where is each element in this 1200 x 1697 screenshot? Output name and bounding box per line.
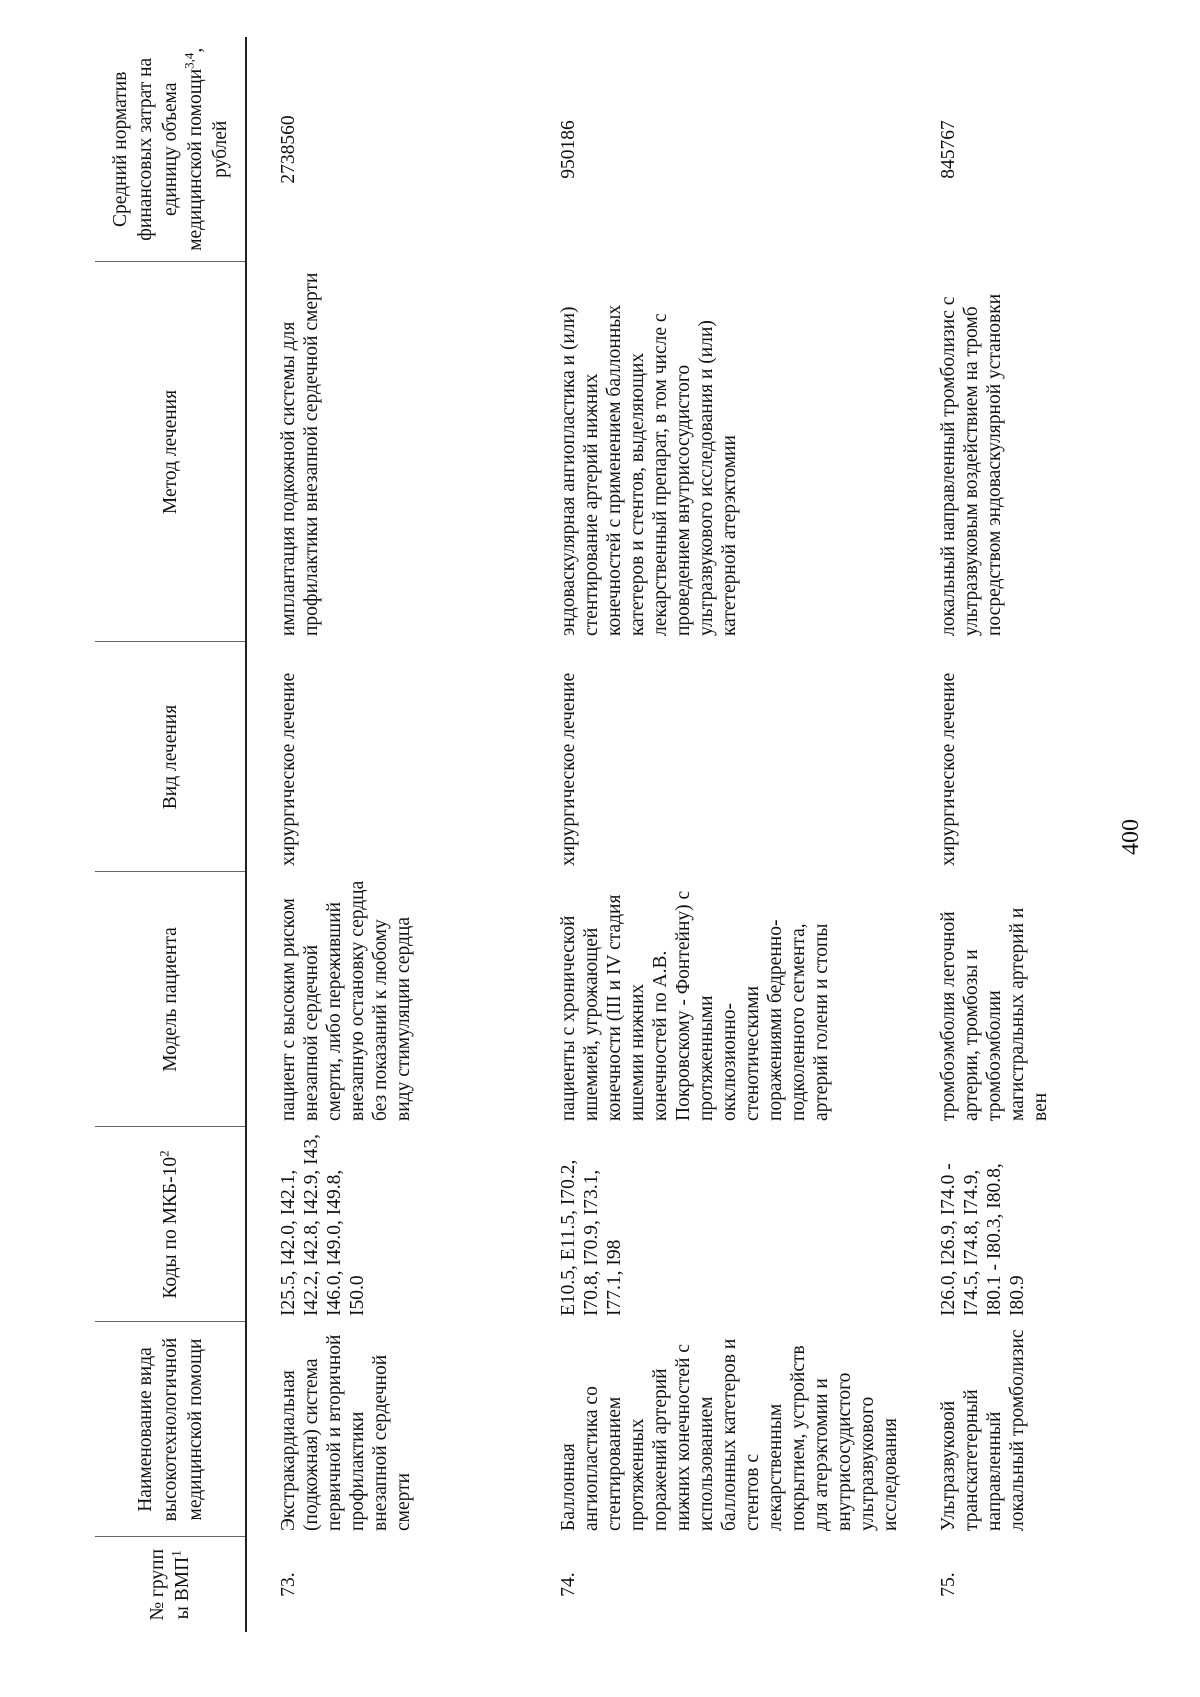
row-norm: 845767 bbox=[938, 120, 959, 179]
header-type: Вид лечения bbox=[95, 642, 246, 872]
row-codes: E10.5, E11.5, I70.2, I70.8, I70.9, I73.1, I77.1, I98 bbox=[558, 1159, 625, 1316]
table-row bbox=[246, 37, 527, 1632]
header-method: Метод лечения bbox=[95, 262, 246, 642]
vmp-table bbox=[95, 37, 1117, 1632]
header-group-number: № групп ы ВМП$^1$ bbox=[95, 1537, 246, 1632]
row-number: 73. bbox=[278, 1572, 299, 1597]
row-method: имплантация подкожной системы для профилактики внезапной сердечной смерти bbox=[278, 272, 322, 636]
header-name: Наименование вида высокотехнологичной медицинской помощи bbox=[95, 1322, 246, 1537]
header-norm: Средний норматив финансовых затрат на единицу объема медицинской помощи$^{3,4}$, рублей bbox=[95, 37, 246, 262]
row-method: эндоваскулярная ангиопластика и (или) стентирование артерий нижних конечностей с применением баллонных катетеров и стентов, выделяющих лекарственный препарат, в том числе с проведением внутрисосудистого ультразвукового исследования и (или) катетерной атерэктомии bbox=[558, 304, 740, 636]
table-row bbox=[907, 37, 1117, 1632]
header-codes: Коды по МКБ-$10^2$ bbox=[95, 1127, 246, 1322]
page-number: 400 bbox=[1118, 819, 1144, 855]
row-number: 75. bbox=[938, 1572, 959, 1597]
header-model: Модель пациента bbox=[95, 872, 246, 1127]
row-type: хирургическое лечение bbox=[938, 672, 959, 866]
row-name: Ультразвуковой транскатетерный направленный локальный тромболизис bbox=[938, 1329, 1028, 1531]
row-model: тромбоэмболия легочной артерии, тромбозы и тромбоэмболии магистральных артерий и вен bbox=[938, 907, 1051, 1121]
row-model: пациент с высоким риском внезапной сердечной смерти, либо переживший внезапную остановку сердца без показаний к любому виду стимуляции сердца bbox=[278, 880, 414, 1121]
row-number: 74. bbox=[558, 1572, 579, 1597]
row-norm: 950186 bbox=[558, 120, 579, 179]
row-method: локальный направленный тромболизис с ультразвуковым воздействием на тромб посредством эндоваскулярной установки bbox=[938, 293, 1005, 636]
row-norm: 2738560 bbox=[278, 115, 299, 184]
table-row bbox=[527, 37, 907, 1632]
row-type: хирургическое лечение bbox=[558, 672, 579, 866]
row-type: хирургическое лечение bbox=[278, 672, 299, 866]
row-model: пациенты с хронической ишемией, угрожающей конечности (III и IV стадия ишемии нижних конечностей по А.В. Покровскому - Фонтейну) с протяженными окклюзионно-стенотическими поражениями бедренно-подколенного сегмента, артерий голени и стопы bbox=[558, 890, 832, 1121]
row-codes: I26.0, I26.9, I74.0 - I74.5, I74.8, I74.9, I80.1 - I80.3, I80.8, I80.9 bbox=[938, 1163, 1028, 1316]
table-header-row bbox=[95, 37, 246, 1632]
row-name: Экстракардиальная (подкожная) система первичной и вторичной профилактики внезапной сердечной смерти bbox=[278, 1334, 414, 1531]
row-name: Баллонная ангиопластика со стентированием протяженных поражений артерий нижних конечностей с использованием баллонных катетеров и стентов с лекарственным покрытием, устройств для атерэктомии и внутрисосудистого ультразвукового исследования bbox=[558, 1338, 901, 1531]
row-codes: I25.5, I42.0, I42.1, I42.2, I42.8, I42.9, I43, I46.0, I49.0, I49.8, I50.0 bbox=[278, 1134, 368, 1316]
